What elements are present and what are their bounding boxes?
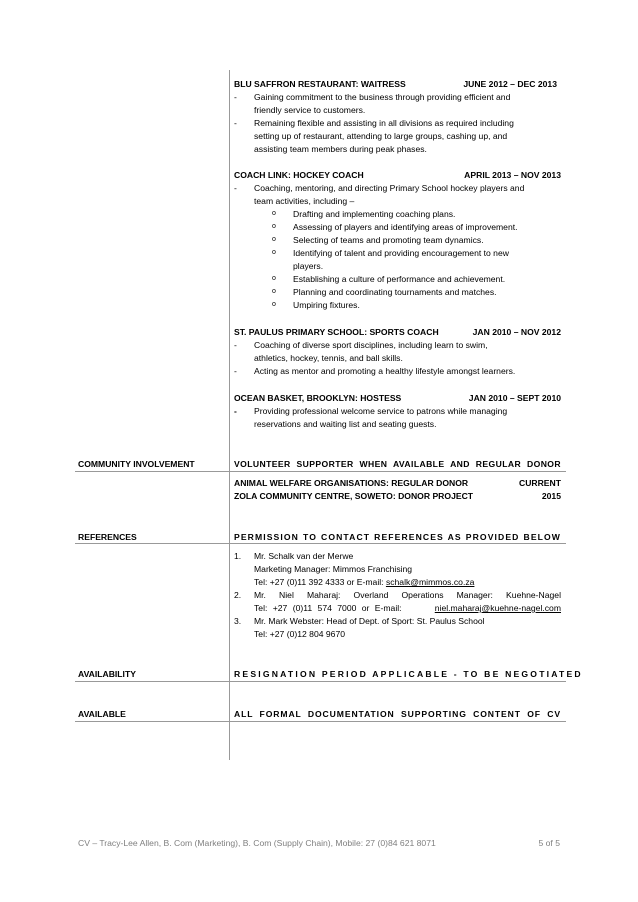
community-value: VOLUNTEER SUPPORTER WHEN AVAILABLE AND REGULAR DONOR: [234, 459, 561, 469]
job-title: BLU SAFFRON RESTAURANT: WAITRESS: [234, 79, 406, 89]
job-heading: [234, 79, 561, 89]
job-title: OCEAN BASKET, BROOKLYN: HOSTESS: [234, 393, 402, 403]
availability-label: AVAILABILITY: [78, 669, 136, 679]
references-value: PERMISSION TO CONTACT REFERENCES AS PROVIDED BELOW: [234, 532, 561, 542]
job-dates: APRIL 2013 – NOV 2013: [464, 170, 561, 180]
available-value: ALL FORMAL DOCUMENTATION SUPPORTING CONTENT OF CV: [234, 709, 561, 719]
job-heading: [234, 170, 561, 180]
divider: [229, 543, 566, 544]
divider: [75, 543, 229, 544]
email-link[interactable]: schalk@mimmos.co.za: [385, 577, 475, 587]
job-bullet: - Providing professional welcome service to patrons while managing reservations and waiting list and seating guests.: [234, 406, 508, 429]
job-bullet: - Acting as mentor and promoting a healthy lifestyle amongst learners.: [234, 366, 516, 376]
community-label: COMMUNITY INVOLVEMENT: [78, 459, 195, 469]
job-dates: JUNE 2012 – DEC 2013: [463, 79, 557, 89]
job-subitem: o Assessing of players and identifying areas of improvement.: [272, 222, 518, 232]
job-subitem: o Establishing a culture of performance and achievement.: [272, 274, 506, 284]
job-subitem: o Umpiring fixtures.: [272, 300, 360, 310]
job-subitem: o Planning and coordinating tournaments and matches.: [272, 287, 497, 297]
reference-item: 1. Mr. Schalk van der Merwe: [234, 551, 354, 561]
reference-role: Marketing Manager: Mimmos Franchising: [254, 564, 413, 574]
column-divider: [229, 70, 230, 760]
reference-contact: Tel: +27 (0)11 392 4333 or E-mail: schalk@mimmos.co.za: [254, 577, 475, 587]
job-bullet: - Gaining commitment to the business through providing efficient and friendly service to customers.: [234, 92, 511, 115]
job-bullet: - Coaching, mentoring, and directing Primary School hockey players and team activities, including –: [234, 183, 525, 206]
reference-contact: Tel: +27 (0)11 574 7000 or E-mail: niel.maharaj@kuehne-nagel.com: [254, 603, 561, 613]
reference-item: 3. Mr. Mark Webster: Head of Dept. of Sport: St. Paulus School: [234, 616, 485, 626]
job-bullet: - Coaching of diverse sport disciplines, including learn to swim, athletics, hockey, tennis, and ball skills.: [234, 340, 488, 363]
job-subitem: o Identifying of talent and providing encouragement to new players.: [272, 248, 509, 271]
job-title: ST. PAULUS PRIMARY SCHOOL: SPORTS COACH: [234, 327, 439, 337]
divider: [75, 681, 229, 682]
job-bullet: - Remaining flexible and assisting in all divisions as required including setting up of restaurant, attending to large groups, cashing up, and assisting team members during peak phases.: [234, 118, 514, 154]
job-title: COACH LINK: HOCKEY COACH: [234, 170, 364, 180]
divider: [229, 681, 566, 682]
reference-contact: Tel: +27 (0)12 804 9670: [254, 629, 346, 639]
job-heading: [234, 393, 561, 403]
footer-text: CV – Tracy-Lee Allen, B. Com (Marketing), B. Com (Supply Chain), Mobile: 27 (0)84 621 8071: [78, 838, 436, 848]
community-org: ANIMAL WELFARE ORGANISATIONS: REGULAR DONOR CURRENT: [234, 478, 561, 488]
divider: [229, 721, 566, 722]
references-label: REFERENCES: [78, 532, 137, 542]
job-dates: JAN 2010 – NOV 2012: [472, 327, 561, 337]
divider: [229, 471, 566, 472]
page-footer: [78, 838, 560, 848]
availability-value: RESIGNATION PERIOD APPLICABLE - TO BE NEGOTIATED: [234, 669, 583, 679]
page-number: 5 of 5: [538, 838, 560, 848]
job-heading: [234, 327, 561, 337]
job-dates: JAN 2010 – SEPT 2010: [468, 393, 561, 403]
divider: [75, 721, 229, 722]
community-org: ZOLA COMMUNITY CENTRE, SOWETO: DONOR PROJECT 2015: [234, 491, 561, 501]
job-subitem: o Selecting of teams and promoting team dynamics.: [272, 235, 484, 245]
divider: [75, 471, 229, 472]
available-label: AVAILABLE: [78, 709, 126, 719]
job-subitem: o Drafting and implementing coaching plans.: [272, 209, 456, 219]
reference-item: 2. Mr. Niel Maharaj: Overland Operations Manager: Kuehne-Nagel: [234, 590, 561, 600]
email-link[interactable]: niel.maharaj@kuehne-nagel.com: [434, 603, 561, 613]
